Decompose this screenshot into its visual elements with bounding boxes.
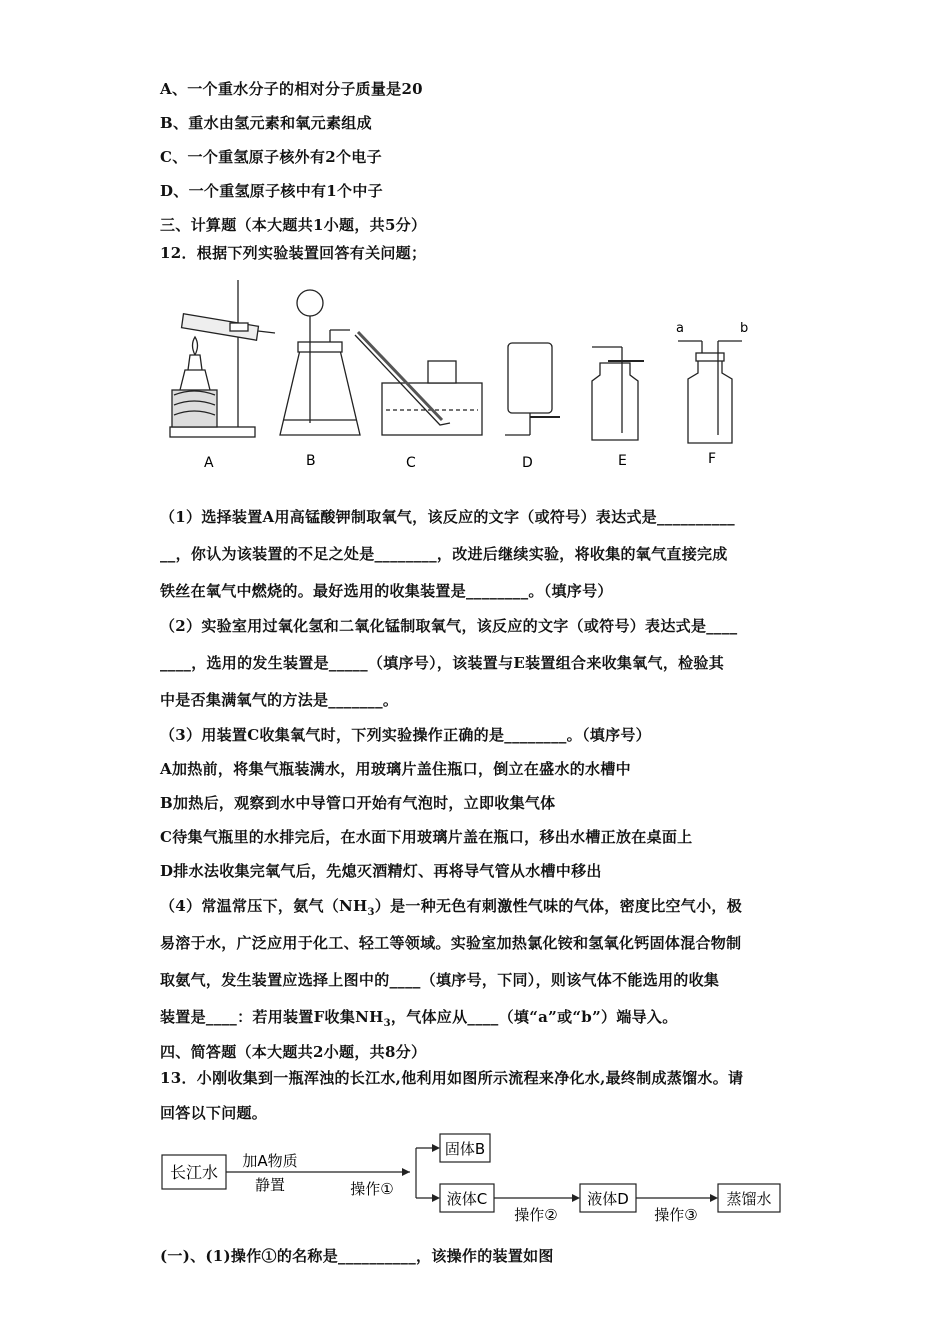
flow-liquid-d: 液体D xyxy=(587,1190,629,1208)
flow-solid-b: 固体B xyxy=(444,1140,486,1158)
flow-step1-top: 加A物质 xyxy=(242,1152,298,1170)
arrow-head-3 xyxy=(432,1194,440,1202)
question-12: 12．根据下列实验装置回答有关问题； xyxy=(160,244,427,262)
flow-start-text: 长江水 xyxy=(169,1163,219,1182)
label-apparatus-d: D xyxy=(522,455,533,471)
section3-heading: 三、计算题（本大题共1小题，共5分） xyxy=(160,216,427,234)
q12-p4-line3: 取氨气，发生装置应选择上图中的____（填序号，下同），则该气体不能选用的收集 xyxy=(160,971,720,989)
label-apparatus-e: E xyxy=(618,453,627,469)
flow-op2: 操作② xyxy=(514,1206,558,1224)
option-d: D、一个重氢原子核中有1个中子 xyxy=(160,182,383,200)
q12-p3-option-c: C待集气瓶里的水排完后，在水面下用玻璃片盖在瓶口，移出水槽正放在桌面上 xyxy=(160,828,693,846)
arrow-head-4 xyxy=(572,1194,580,1202)
q12-p3-option-d: D排水法收集完氧气后，先熄灭酒精灯、再将导气管从水槽中移出 xyxy=(160,862,602,880)
q12-p2-line2: ____，选用的发生装置是_____（填序号），该装置与E装置组合来收集氧气，检验其 xyxy=(160,654,725,672)
q12-p2-line3: 中是否集满氧气的方法是_______。 xyxy=(160,691,399,709)
flow-end: 蒸馏水 xyxy=(726,1190,772,1208)
apparatus-figure xyxy=(160,275,760,475)
q12-p4-line2: 易溶于水，广泛应用于化工、轻工等领域。实验室加热氯化铵和氢氧化钙固体混合物制 xyxy=(160,934,742,952)
apparatus-c xyxy=(355,332,482,435)
arrow-head-1 xyxy=(402,1168,410,1176)
arrow-head-2 xyxy=(432,1144,440,1152)
q12-p1-line1: （1）选择装置A用高锰酸钾制取氧气，该反应的文字（或符号）表达式是__________ xyxy=(160,508,735,526)
flow-liquid-c: 液体C xyxy=(446,1190,488,1208)
q12-p3-option-b: B加热后，观察到水中导管口开始有气泡时，立即收集气体 xyxy=(160,794,556,812)
apparatus-a xyxy=(170,280,275,437)
q12-p4-line4: 装置是____：若用装置F收集$NH_3$，气体应从____（填“a”或“b”）端导入。 xyxy=(160,1008,678,1029)
option-a: A、一个重水分子的相对分子质量是20 xyxy=(160,80,423,98)
q12-p1-line2: __，你认为该装置的不足之处是________，改进后继续实验，将收集的氧气直接完成 xyxy=(160,545,728,563)
label-a-port: a xyxy=(676,321,684,336)
q13-line1: 13．小刚收集到一瓶浑浊的长江水,他利用如图所示流程来净化水,最终制成蒸馏水。请 xyxy=(160,1069,744,1087)
q13-line2: 回答以下问题。 xyxy=(160,1104,268,1122)
label-apparatus-a: A xyxy=(204,455,214,471)
q12-p4-line1: （4）常温常压下，氨气$(NH_3)$是一种无色有刺激性气味的气体，密度比空气小，极 xyxy=(160,897,742,918)
label-b-port: b xyxy=(740,321,749,336)
apparatus-e xyxy=(592,347,644,440)
option-b: B、重水由氢元素和氧元素组成 xyxy=(160,114,372,132)
section4-heading: 四、简答题（本大题共2小题，共8分） xyxy=(160,1043,427,1061)
label-apparatus-b: B xyxy=(306,453,316,469)
flow-op1: 操作① xyxy=(350,1180,394,1198)
option-c: C、一个重氢原子核外有2个电子 xyxy=(160,148,382,166)
q12-p3-line1: （3）用装置C收集氧气时，下列实验操作正确的是________。（填序号） xyxy=(160,726,651,744)
apparatus-f xyxy=(678,341,742,443)
q12-p2-line1: （2）实验室用过氧化氢和二氧化锰制取氧气，该反应的文字（或符号）表达式是____ xyxy=(160,617,738,635)
q12-p3-option-a: A加热前，将集气瓶装满水，用玻璃片盖住瓶口，倒立在盛水的水槽中 xyxy=(160,760,631,778)
apparatus-b xyxy=(280,290,360,435)
purification-flowchart xyxy=(160,1130,790,1230)
q13-last-line: (一)、(1)操作①的名称是__________，该操作的装置如图 xyxy=(160,1247,554,1265)
label-apparatus-c: C xyxy=(406,455,416,471)
flow-op3: 操作③ xyxy=(654,1206,698,1224)
apparatus-d xyxy=(505,343,560,435)
arrow-head-5 xyxy=(710,1194,718,1202)
label-apparatus-f: F xyxy=(708,451,717,467)
flow-step1-bottom: 静置 xyxy=(254,1176,286,1194)
q12-p1-line3: 铁丝在氧气中燃烧的。最好选用的收集装置是________。（填序号） xyxy=(160,582,613,600)
